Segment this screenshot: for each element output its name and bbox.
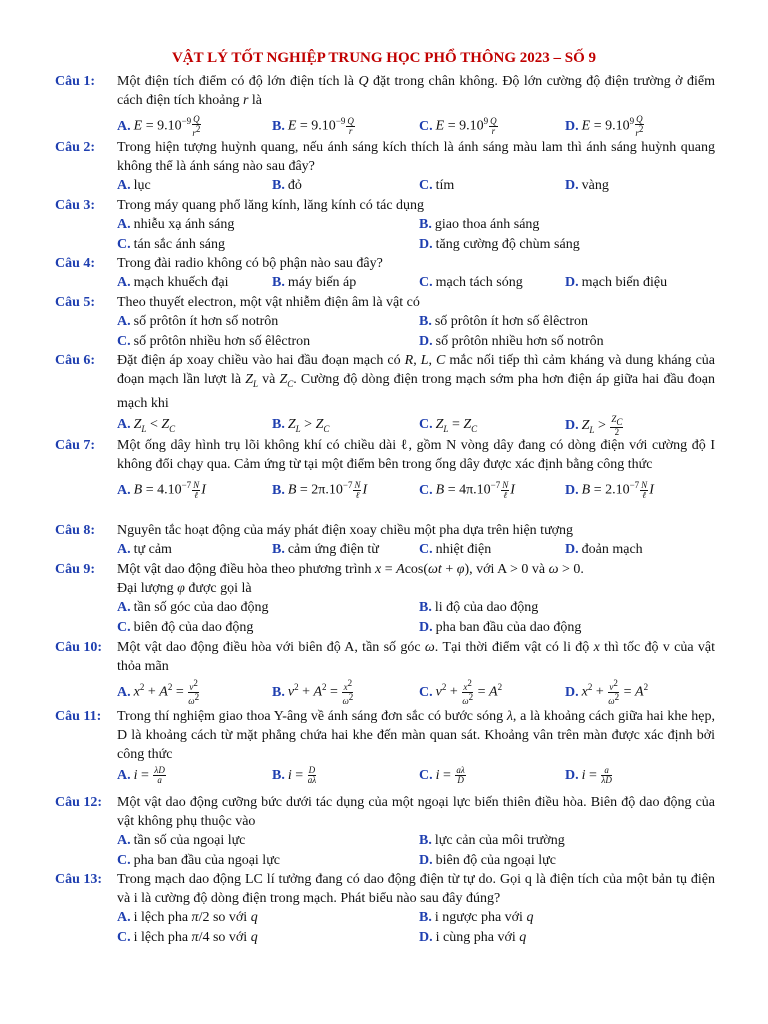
- question-1: [55, 72, 715, 138]
- option-b[interactable]: B. đỏ: [272, 178, 302, 193]
- options: [117, 851, 715, 871]
- question-text: Một vật dao động điều hòa với biên độ A, tần số góc ω. Tại thời điểm vật có li độ x thì tốc độ v của vật thỏa mãn: [117, 640, 715, 674]
- options: [117, 540, 715, 560]
- question-text: Đặt điện áp xoay chiều vào hai đầu đoạn mạch có R, L, C mắc nối tiếp thì cảm kháng và dung kháng của đoạn mạch lần lượt là $Z_L$ và $Z_C$. Cường độ dòng điện trong mạch sớm pha hơn điện áp giữa hai đầu đoạn mạch khi: [117, 353, 716, 411]
- question-8: [55, 521, 715, 560]
- option-c[interactable]: C. $v^2$ + $\frac{x^2}{\omega^2}$ = $A^2$: [419, 677, 503, 706]
- option-a[interactable]: A. nhiễu xạ ánh sáng: [117, 217, 235, 232]
- question-number: Câu 9:: [55, 562, 96, 577]
- option-d[interactable]: D. tăng cường độ chùm sáng: [419, 237, 580, 252]
- option-b[interactable]: B. lực cản của môi trường: [419, 833, 565, 848]
- options: [117, 112, 715, 138]
- option-a[interactable]: A. i lệch pha π/2 so với q: [117, 910, 258, 925]
- question-text: Trong mạch dao động LC lí tưởng đang có dao động điện từ tự do. Gọi q là điện tích của một bản tụ điện và i là cường độ dòng điện trong mạch. Phát biểu nào sau đây đúng?: [117, 872, 715, 906]
- option-b[interactable]: B. $v^2 + A^2$ = $\frac{x^2}{\omega^2}$: [272, 677, 354, 706]
- page-title: VẬT LÝ TỐT NGHIỆP TRUNG HỌC PHỔ THÔNG 2023 – SỐ 9: [171, 50, 597, 66]
- options: [117, 235, 715, 255]
- options: [117, 215, 715, 235]
- option-d[interactable]: D. $x^2$ + $\frac{v^2}{\omega^2}$ = $A^2$: [565, 677, 649, 706]
- question-5: [55, 293, 715, 352]
- option-a[interactable]: A. i = $\frac{\lambda D}{a}$: [117, 765, 165, 786]
- option-a[interactable]: A. tự cảm: [117, 542, 172, 557]
- question-number: Câu 8:: [55, 523, 96, 538]
- question-text: Trong thí nghiệm giao thoa Y-âng về ánh sáng đơn sắc có bước sóng λ, a là khoảng cách giữa hai khe hẹp, D là khoảng cách từ mặt phẳng chứa hai khe đến màn quan sát. Khoảng vân trên màn được xác định bởi công thức: [117, 709, 715, 762]
- option-a[interactable]: A. $x^2 + A^2$ = $\frac{v^2}{\omega^2}$: [117, 677, 200, 706]
- option-a[interactable]: A. lục: [117, 178, 151, 193]
- option-a[interactable]: A. $B = 4.10^{-7}$ N ℓ I: [117, 479, 206, 500]
- question-number: Câu 6:: [55, 353, 96, 368]
- option-c[interactable]: C. pha ban đầu của ngoại lực: [117, 853, 280, 868]
- question-number: Câu 7:: [55, 438, 96, 453]
- option-b[interactable]: B. i = $\frac{D}{a\lambda}$: [272, 765, 317, 786]
- option-d[interactable]: D. vàng: [565, 178, 609, 193]
- option-d[interactable]: D. $Z_L$ > $\frac{Z_C}{2}$: [565, 413, 623, 437]
- question-13: [55, 870, 715, 948]
- question-11: [55, 707, 715, 788]
- option-b[interactable]: B. máy biến áp: [272, 275, 357, 290]
- option-d[interactable]: D. i cùng pha với q: [419, 930, 527, 945]
- question-number: Câu 13:: [55, 872, 103, 887]
- options: [117, 273, 715, 293]
- options: [117, 618, 715, 638]
- option-b[interactable]: B. cảm ứng điện từ: [272, 542, 379, 557]
- options: [117, 677, 715, 706]
- option-b[interactable]: B. số prôtôn ít hơn số êlêctron: [419, 314, 589, 329]
- question-text: Trong đài radio không có bộ phận nào sau đây?: [117, 256, 383, 271]
- question-text: Đại lượng φ được gọi là: [117, 581, 252, 596]
- question-number: Câu 3:: [55, 198, 96, 213]
- question-text: Trong hiện tượng huỳnh quang, nếu ánh sáng kích thích là ánh sáng màu lam thì ánh sáng huỳnh quang không thể là ánh sáng nào sau đây?: [117, 140, 715, 174]
- option-d[interactable]: D. mạch biến điệu: [565, 275, 668, 290]
- question-text: Theo thuyết electron, một vật nhiễm điện âm là vật có: [117, 295, 420, 310]
- question-4: [55, 254, 715, 293]
- question-text: Một vật dao động điều hòa theo phương trình x = Acos(ωt + φ), với A > 0 và ω > 0.: [117, 562, 584, 577]
- question-text: Trong máy quang phổ lăng kính, lăng kính có tác dụng: [117, 198, 425, 213]
- option-c[interactable]: C. i = $\frac{a\lambda}{D}$: [419, 765, 465, 786]
- options: [117, 598, 715, 618]
- question-7: [55, 436, 715, 498]
- question-number: Câu 11:: [55, 709, 102, 724]
- question-12: [55, 793, 715, 871]
- option-d[interactable]: D. số prôtôn nhiều hơn số notrôn: [419, 334, 604, 349]
- question-number: Câu 12:: [55, 795, 103, 810]
- option-c[interactable]: C. $E = 9.10^9$ $\frac{Q}{r}$: [419, 115, 497, 136]
- question-text: Một ống dây hình trụ lõi không khí có chiều dài ℓ, gồm N vòng dây đang có dòng điện với cường độ I không đổi chạy qua. Cảm ứng từ tại một điểm bên trong ống dây được xác định bằng công thức: [117, 438, 715, 472]
- question-number: Câu 5:: [55, 295, 96, 310]
- option-b[interactable]: B. $Z_L > Z_C$: [272, 416, 330, 434]
- question-number: Câu 1:: [55, 74, 96, 89]
- option-b[interactable]: B. li độ của dao động: [419, 600, 539, 615]
- option-c[interactable]: C. i lệch pha π/4 so với q: [117, 930, 258, 945]
- options: [117, 332, 715, 352]
- option-c[interactable]: C. mạch tách sóng: [419, 275, 523, 290]
- option-b[interactable]: B. $E = 9.10^{-9}$ $\frac{Q}{r}$: [272, 115, 354, 136]
- option-d[interactable]: D. pha ban đầu của dao động: [419, 620, 582, 635]
- option-c[interactable]: C. nhiệt điện: [419, 542, 492, 557]
- options: [117, 908, 715, 928]
- question-number: Câu 4:: [55, 256, 96, 271]
- question-text: Nguyên tắc hoạt động của máy phát điện xoay chiều một pha dựa trên hiện tượng: [117, 523, 574, 538]
- option-c[interactable]: C. $Z_L = Z_C$: [419, 416, 478, 434]
- options: [117, 831, 715, 851]
- option-a[interactable]: A. tần số góc của dao động: [117, 600, 269, 615]
- option-c[interactable]: C. tím: [419, 178, 455, 193]
- question-10: [55, 638, 715, 706]
- option-d[interactable]: D. $B = 2.10^{-7}$ N ℓ I: [565, 479, 654, 500]
- option-d[interactable]: D. đoản mạch: [565, 542, 643, 557]
- option-d[interactable]: D. $E = 9.10^9$ $\frac{Q}{r^2}$: [565, 113, 644, 138]
- options: [117, 766, 715, 788]
- options: [117, 928, 715, 948]
- question-9: [55, 560, 715, 638]
- option-c[interactable]: C. số prôtôn nhiều hơn số êlêctron: [117, 334, 311, 349]
- option-a[interactable]: A. số prôtôn ít hơn số notrôn: [117, 314, 279, 329]
- option-b[interactable]: B. i ngược pha với q: [419, 910, 534, 925]
- options: [117, 312, 715, 332]
- question-number: Câu 2:: [55, 140, 96, 155]
- option-a[interactable]: A. $Z_L < Z_C$: [117, 416, 176, 434]
- option-a[interactable]: A. tần số của ngoại lực: [117, 833, 246, 848]
- option-c[interactable]: C. $B = 4\pi.10^{-7}$ N ℓ I: [419, 479, 515, 500]
- option-b[interactable]: B. giao thoa ánh sáng: [419, 217, 540, 232]
- option-d[interactable]: D. i = $\frac{a}{\lambda D}$: [565, 765, 612, 786]
- option-c[interactable]: C. biên độ của dao động: [117, 620, 254, 635]
- option-a[interactable]: A. $E = 9.10^{-9}$ $\frac{Q}{r^2}$: [117, 113, 201, 138]
- option-d[interactable]: D. biên độ của ngoại lực: [419, 853, 556, 868]
- question-3: [55, 196, 715, 255]
- question-text: Một điện tích điểm có độ lớn điện tích là Q đặt trong chân không. Độ lớn cường độ điện trường ở điểm cách điện tích khoảng r là: [117, 74, 715, 108]
- options: [117, 415, 715, 437]
- question-6: [55, 351, 715, 437]
- options: [117, 476, 715, 498]
- question-number: Câu 10:: [55, 640, 103, 655]
- options: [117, 176, 715, 196]
- question-text: Một vật dao động cưỡng bức dưới tác dụng của một ngoại lực biến thiên điều hòa. Biên độ dao động của vật không phụ thuộc vào: [117, 795, 715, 829]
- question-2: [55, 138, 715, 196]
- option-a[interactable]: A. mạch khuếch đại: [117, 275, 229, 290]
- option-c[interactable]: C. tán sắc ánh sáng: [117, 237, 225, 252]
- option-b[interactable]: B. $B = 2\pi.10^{-7}$ N ℓ I: [272, 479, 368, 500]
